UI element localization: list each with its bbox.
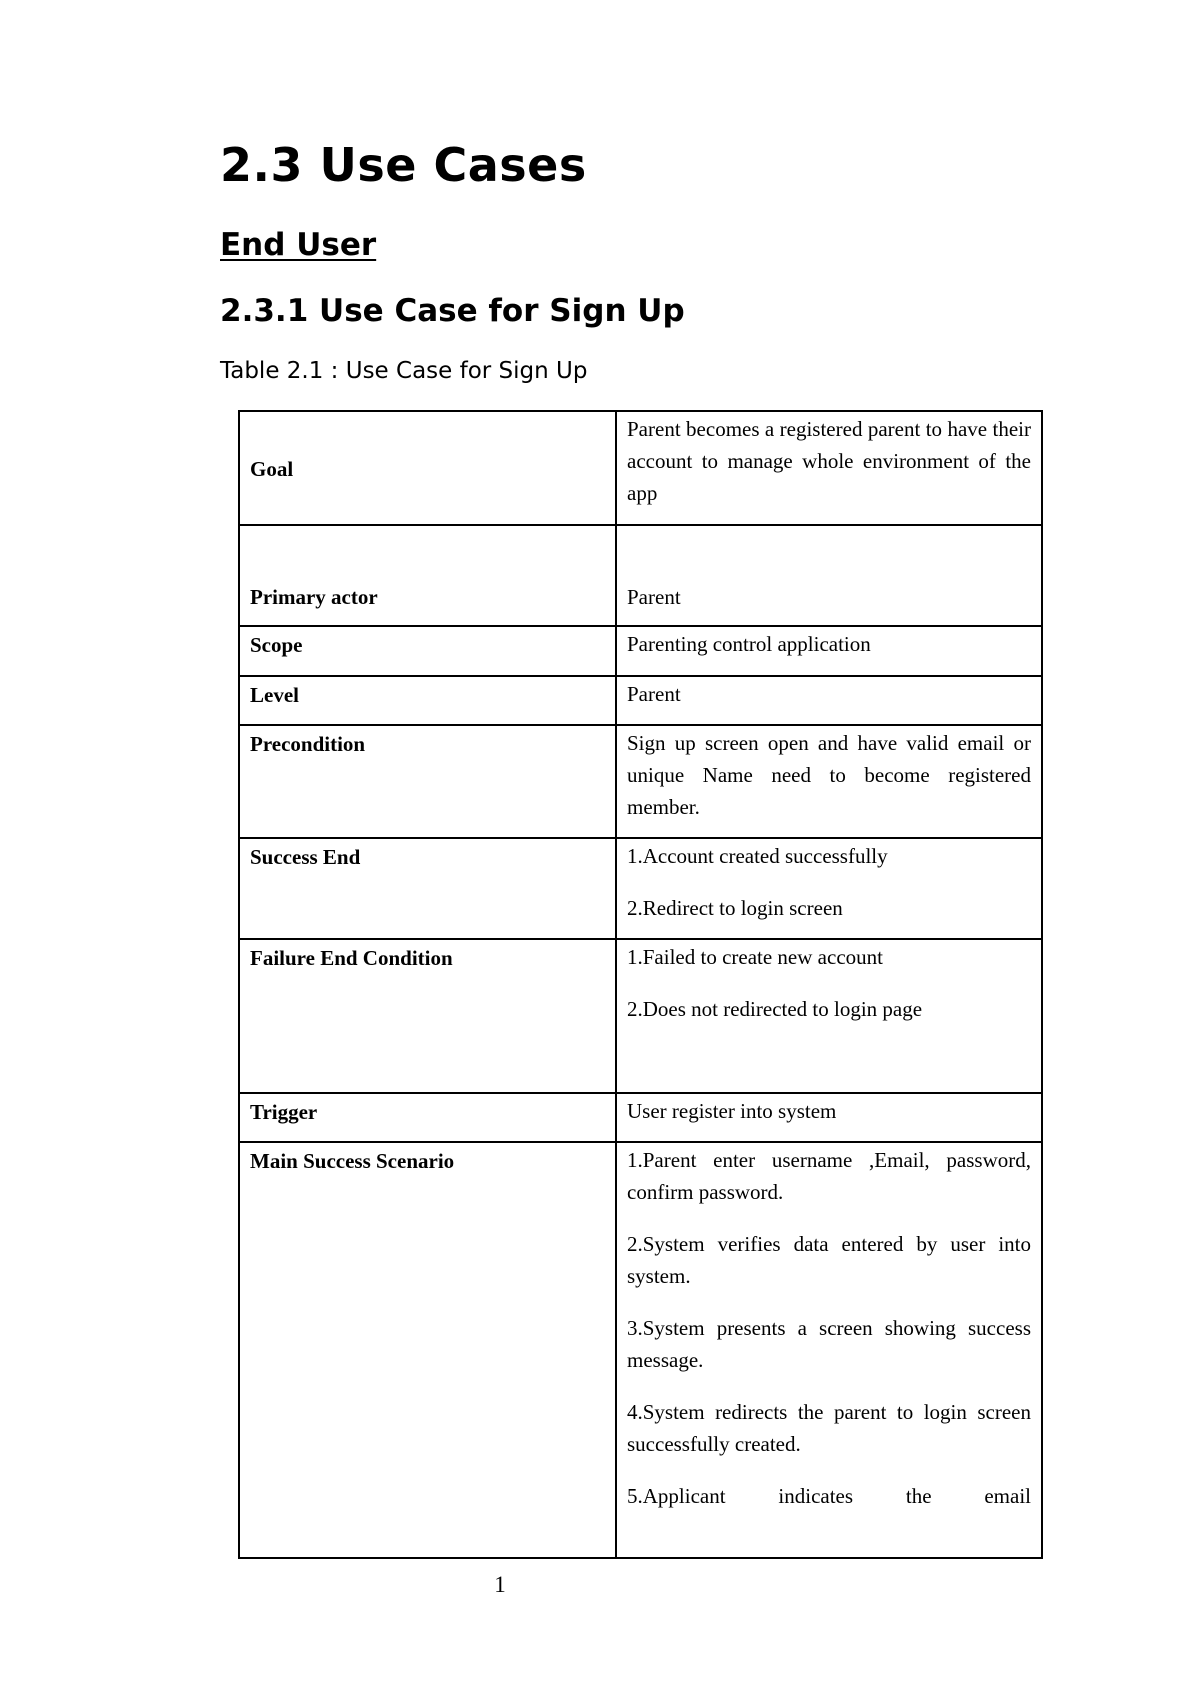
table-row-goal bbox=[239, 411, 1042, 525]
value-line: Sign up screen open and have valid email or unique Name need to become registered member. bbox=[627, 731, 1031, 819]
value-line: 1.Parent enter username ,Email, password, confirm password. bbox=[627, 1148, 1031, 1204]
row-value bbox=[616, 676, 1042, 725]
table-row-success-end bbox=[239, 838, 1042, 939]
table-row-main-success-scenario bbox=[239, 1142, 1042, 1558]
row-label: Failure End Condition bbox=[239, 939, 616, 1093]
row-label: Precondition bbox=[239, 725, 616, 838]
table-row-failure-end bbox=[239, 939, 1042, 1093]
value-line: 1.Account created successfully bbox=[627, 844, 888, 868]
section-heading: End User bbox=[220, 227, 377, 263]
value-line: Parenting control application bbox=[627, 632, 871, 656]
row-label: Level bbox=[239, 676, 616, 725]
use-case-table bbox=[238, 410, 1043, 1559]
value-line: Parent becomes a registered parent to have their account to manage whole environment of the app bbox=[627, 417, 1031, 505]
page-number: 1 bbox=[494, 1572, 506, 1597]
row-label: Success End bbox=[239, 838, 616, 939]
row-value bbox=[616, 525, 1042, 626]
value-line: User register into system bbox=[627, 1099, 837, 1123]
row-value bbox=[616, 626, 1042, 676]
row-label: Primary actor bbox=[239, 525, 616, 626]
value-line: 5.Applicant indicates the email bbox=[627, 1484, 1031, 1508]
value-line: 2.Redirect to login screen bbox=[627, 896, 843, 920]
table-row-level bbox=[239, 676, 1042, 725]
value-line: 2.System verifies data entered by user into system. bbox=[627, 1232, 1031, 1288]
value-line: 2.Does not redirected to login page bbox=[627, 997, 923, 1021]
value-line: 1.Failed to create new account bbox=[627, 945, 883, 969]
row-value bbox=[616, 838, 1042, 939]
subsection-heading: 2.3.1 Use Case for Sign Up bbox=[220, 293, 685, 329]
table-row-precondition bbox=[239, 725, 1042, 838]
table-row-scope bbox=[239, 626, 1042, 676]
row-label: Trigger bbox=[239, 1093, 616, 1142]
row-label: Main Success Scenario bbox=[239, 1142, 616, 1558]
table-row-primary-actor bbox=[239, 525, 1042, 626]
table-row-trigger bbox=[239, 1093, 1042, 1142]
table-caption: Table 2.1 : Use Case for Sign Up bbox=[220, 358, 588, 384]
row-label: Scope bbox=[239, 626, 616, 676]
value-line: Parent bbox=[627, 682, 681, 706]
value-line: 3.System presents a screen showing success message. bbox=[627, 1316, 1031, 1372]
value-line: 4.System redirects the parent to login screen successfully created. bbox=[627, 1400, 1031, 1456]
row-value bbox=[616, 725, 1042, 838]
row-label: Goal bbox=[239, 411, 616, 525]
row-value bbox=[616, 939, 1042, 1093]
value-line: Parent bbox=[627, 585, 681, 609]
row-value bbox=[616, 1093, 1042, 1142]
page-heading: 2.3 Use Cases bbox=[220, 138, 587, 192]
row-value bbox=[616, 1142, 1042, 1558]
row-value bbox=[616, 411, 1042, 525]
